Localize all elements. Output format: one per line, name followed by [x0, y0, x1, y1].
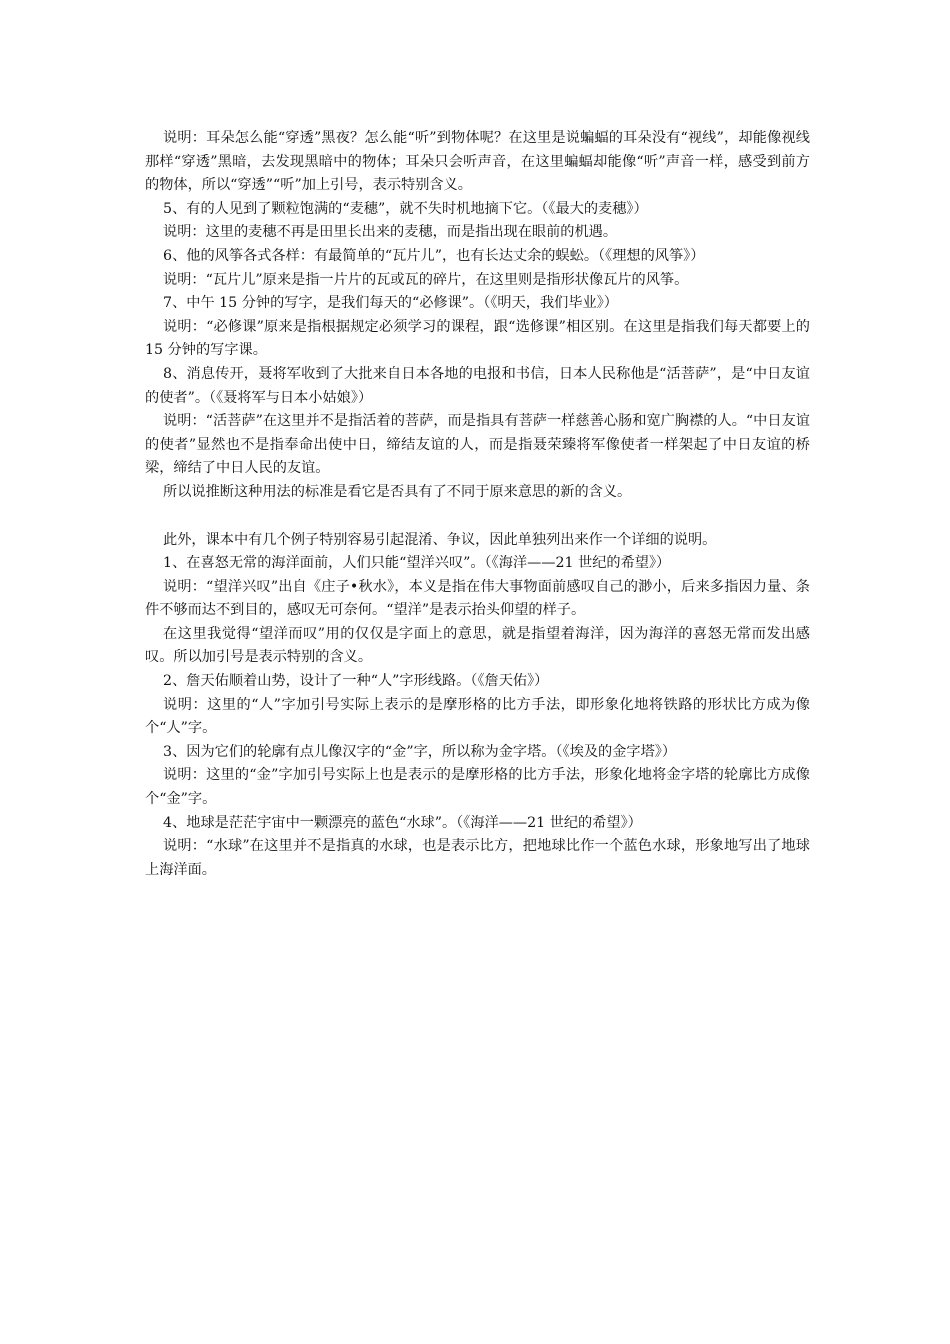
- paragraph-intro-special-cases: 此外，课本中有几个例子特别容易引起混淆、争议，因此单独列出来作一个详细的说明。: [163, 531, 717, 548]
- section-gap: [145, 505, 810, 529]
- paragraph-example-6: 6、他的风筝各式各样：有最简单的“瓦片儿”，也有长达丈余的蜈蚣。（《理想的风筝》）: [163, 247, 705, 264]
- paragraph-conclusion: 所以说推断这种用法的标准是看它是否具有了不同于原来意思的新的含义。: [163, 483, 632, 500]
- paragraph-case-1-explanation: 说明：“望洋兴叹”出自《庄子•秋水》，本义是指在伟大事物面前感叹自己的渺小，后来多指因力量、条件不够而达不到目的，感叹无可奈何。“望洋”是表示抬头仰望的样子。: [145, 578, 810, 619]
- paragraph-case-2: 2、詹天佑顺着山势，设计了一种“人”字形线路。（《詹天佑》）: [163, 673, 549, 690]
- paragraph-example-8: 8、消息传开，聂将军收到了大批来自日本各地的电报和书信，日本人民称他是“活菩萨”，是“中日友谊的使者”。（《聂将军与日本小姑娘》）: [145, 365, 810, 406]
- paragraph-case-4-explanation: 说明：“水球”在这里并不是指真的水球，也是表示比方，把地球比作一个蓝色水球，形象地写出了地球上海洋面。: [145, 838, 810, 878]
- paragraph-example-5: 5、有的人见到了颗粒饱满的“麦穗”，就不失时机地摘下它。（《最大的麦穗》）: [163, 200, 648, 217]
- paragraph-case-3: 3、因为它们的轮廓有点儿像汉字的“金”字，所以称为金字塔。（《埃及的金字塔》）: [163, 743, 677, 760]
- paragraph-explanation-bat-ears: 说明：耳朵怎么能“穿透”黑夜？怎么能“听”到物体呢？在这里是说蝙蝠的耳朵没有“视线”，却能像视线那样“穿透”黑暗，去发现黑暗中的物体；耳朵只会听声音，在这里蝙蝠却能像“听”声音一样，感受到前方的物体，所以“穿透”“听”加上引号，表示特别含义。: [145, 130, 810, 194]
- paragraph-case-2-explanation: 说明：这里的“人”字加引号实际上表示的是摩形格的比方手法，即形象化地将铁路的形状比方成为像个“人”字。: [145, 696, 810, 737]
- paragraph-case-3-explanation: 说明：这里的“金”字加引号实际上也是表示的是摩形格的比方手法，形象化地将金字塔的轮廓比方成像个“金”字。: [145, 767, 810, 808]
- paragraph-case-1: 1、在喜怒无常的海洋面前，人们只能“望洋兴叹”。（《海洋——21 世纪的希望》）: [163, 555, 671, 572]
- paragraph-case-4: 4、地球是茫茫宇宙中一颗漂亮的蓝色“水球”。（《海洋——21 世纪的希望》）: [163, 814, 642, 831]
- paragraph-case-1-opinion: 在这里我觉得“望洋而叹”用的仅仅是字面上的意思，就是指望着海洋，因为海洋的喜怒无常而发出感叹。所以加引号是表示特别的含义。: [145, 625, 810, 666]
- paragraph-explanation-6: 说明：“瓦片儿”原来是指一片片的瓦或瓦的碎片，在这里则是指形状像瓦片的风筝。: [163, 271, 689, 288]
- paragraph-explanation-7: 说明：“必修课”原来是指根据规定必须学习的课程，跟“选修课”相区别。在这里是指我们每天都要上的 15 分钟的写字课。: [145, 318, 810, 359]
- paragraph-explanation-8: 说明：“活菩萨”在这里并不是指活着的菩萨，而是指具有菩萨一样慈善心肠和宽广胸襟的人。“中日友谊的使者”显然也不是指奉命出使中日，缔结友谊的人，而是指聂荣臻将军像使者一样架起了中日友谊的桥梁，缔结了中日人民的友谊。: [145, 413, 810, 477]
- document-page: [145, 127, 810, 882]
- paragraph-example-7: 7、中午 15 分钟的写字，是我们每天的“必修课”。（《明天，我们毕业》）: [163, 295, 618, 312]
- paragraph-explanation-5: 说明：这里的麦穗不再是田里长出来的麦穗，而是指出现在眼前的机遇。: [163, 224, 618, 241]
